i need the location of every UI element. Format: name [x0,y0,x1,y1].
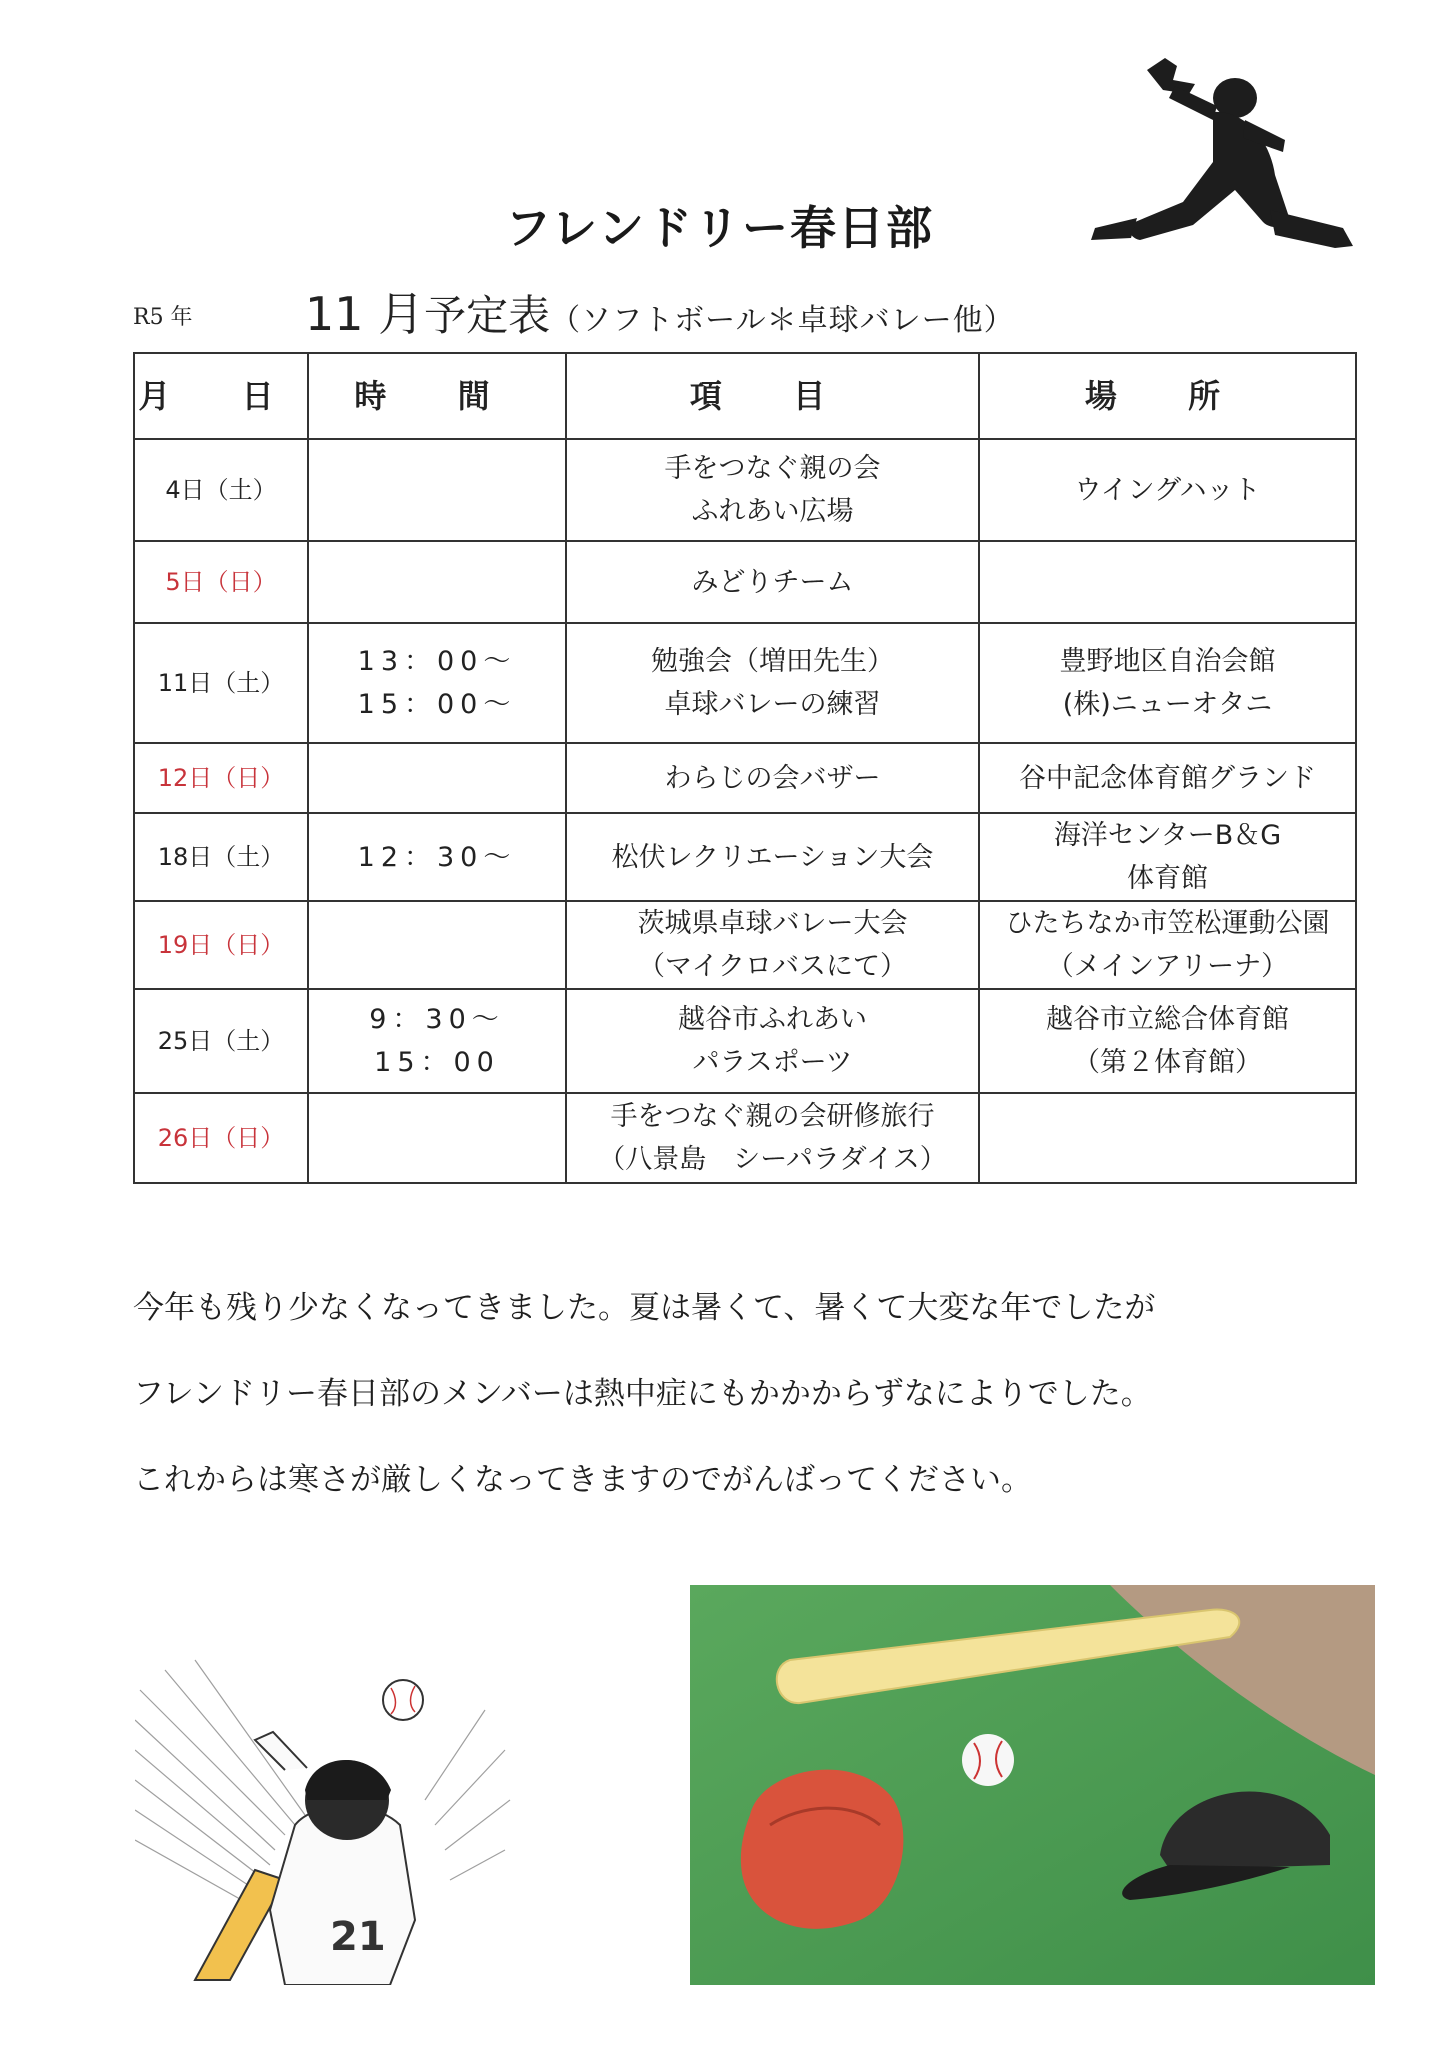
header-item: 項 目 [566,353,979,439]
glove-icon [741,1770,904,1929]
time-cell [308,439,566,541]
table-row [134,623,1356,743]
table-header-row [134,353,1356,439]
place-cell-line: 体育館 [1127,863,1208,894]
place-cell [979,439,1356,541]
schedule-subtitle [305,278,1015,344]
item-cell [566,1093,979,1183]
item-cell-line: 茨城県卓球バレー大会 [637,908,908,939]
header-date: 月 日 [134,353,308,439]
time-cell-line: 12：30～ [357,841,517,873]
item-cell-line: パラスポーツ [692,1047,853,1078]
item-cell [566,901,979,989]
schedule-table [133,352,1357,1184]
time-cell-line: 15：00～ [357,689,517,720]
item-cell [566,989,979,1093]
message-line-2: フレンドリー春日部のメンバーは熱中症にもかかからずなによりでした。 [133,1376,1152,1412]
year-label: R5 年 [133,305,193,330]
subtitle-paren: （ソフトボール＊卓球バレー他） [550,303,1015,338]
table-row [134,1093,1356,1183]
place-cell-line: 越谷市立総合体育館 [1046,1004,1289,1035]
date-cell: 18日（土） [134,813,308,901]
item-cell-line: 勉強会（増田先生） [651,646,894,677]
table-row [134,901,1356,989]
place-cell [979,901,1356,989]
page-title: フレンドリー春日部 [505,201,935,255]
item-cell [566,743,979,813]
time-cell [308,623,566,743]
date-cell: 26日（日） [134,1093,308,1183]
item-cell [566,439,979,541]
table-row [134,743,1356,813]
item-cell-line: （八景島 シーパラダイス） [598,1144,947,1175]
date-cell: 11日（土） [134,623,308,743]
place-cell-line: 海洋センターB＆G [1053,820,1282,851]
header-time: 時 間 [308,353,566,439]
item-cell [566,541,979,623]
place-cell [979,813,1356,901]
item-cell-line: 手をつなぐ親の会 [664,453,881,484]
baseball-icon [962,1734,1014,1786]
message-line-3: これからは寒さが厳しくなってきますのでがんばってください。 [133,1462,1032,1498]
item-cell-line: ふれあい広場 [691,496,854,527]
table-row [134,989,1356,1093]
month-label: 11 月 [305,287,425,341]
item-cell-line: 卓球バレーの練習 [664,689,881,720]
time-cell [308,813,566,901]
item-cell-line: 手をつなぐ親の会研修旅行 [610,1101,935,1132]
message-line-1: 今年も残り少なくなってきました。夏は暑くて、暑くて大変な年でしたが [133,1290,1156,1326]
place-cell-line: 谷中記念体育館グランド [1019,762,1316,794]
item-cell-line: 越谷市ふれあい [678,1004,867,1035]
time-cell-line: 13：00～ [357,646,517,677]
time-cell [308,989,566,1093]
schedule-label: 予定表 [424,291,551,340]
date-cell: 19日（日） [134,901,308,989]
table-row [134,439,1356,541]
header-place: 場 所 [979,353,1356,439]
place-cell [979,1093,1356,1183]
place-cell [979,743,1356,813]
place-cell-line: （第２体育館） [1073,1047,1262,1078]
place-cell-line: ひたちなか市笠松運動公園 [1005,908,1330,939]
jersey-number: 21 [330,1914,386,1960]
time-cell [308,743,566,813]
date-cell: 12日（日） [134,743,308,813]
place-cell-line: (株)ニューオタニ [1062,689,1273,720]
table-row [134,541,1356,623]
item-cell-line: 松伏レクリエーション大会 [611,841,934,873]
date-cell: 25日（土） [134,989,308,1093]
time-cell-line: 15：00 [374,1047,500,1078]
place-cell-line: 豊野地区自治会館 [1059,646,1276,677]
date-cell: 4日（土） [134,439,308,541]
item-cell [566,813,979,901]
table-row [134,813,1356,901]
date-cell: 5日（日） [134,541,308,623]
item-cell-line: （マイクロバスにて） [638,951,907,982]
baseball-field-illustration [690,1585,1375,1985]
batter-illustration [135,1650,515,1985]
item-cell-line: みどりチーム [691,566,854,598]
place-cell-line: ウイングハット [1074,474,1261,506]
place-cell-line: （メインアリーナ） [1046,951,1289,982]
fielder-silhouette-icon [1085,50,1360,285]
item-cell-line: わらじの会バザー [664,762,881,794]
time-cell-line: 9：30～ [369,1004,505,1035]
place-cell [979,623,1356,743]
item-cell [566,623,979,743]
place-cell [979,541,1356,623]
time-cell [308,901,566,989]
time-cell [308,1093,566,1183]
place-cell [979,989,1356,1093]
time-cell [308,541,566,623]
bat-icon [195,1870,285,1980]
baseball-icon [383,1680,423,1720]
